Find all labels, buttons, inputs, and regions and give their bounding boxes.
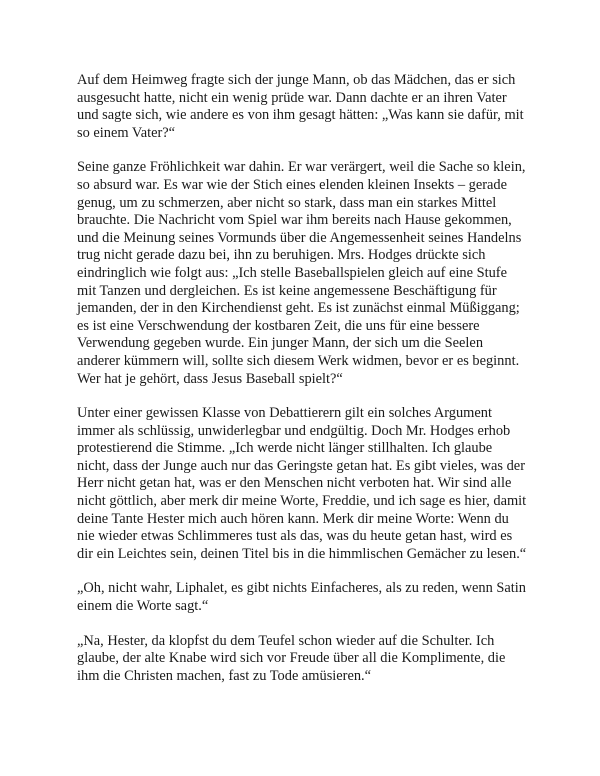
paragraph-2: Seine ganze Fröhlichkeit war dahin. Er war verärgert, weil die Sache so klein, so absurd war. Es war wie der Stich eines elenden kleinen Insekts – gerade genug, um zu schmerzen, aber nicht so stark, dass man ein starkes Mittel brauchte. Die Nachricht vom Spiel war ihm bereits nach Hause gekommen, und die Meinung seines Vormunds über die Angemessenheit seines Handelns trug nicht gerade dazu bei, ihn zu beruhigen. Mrs. Hodges drückte sich eindringlich wie folgt aus: „Ich stelle Baseballspielen gleich auf eine Stufe mit Tanzen und dergleichen. Es ist keine angemessene Beschäftigung für jemanden, der in den Kirchendienst geht. Es ist zunächst einmal Müßiggang; es ist eine Verschwendung der kostbaren Zeit, die uns für eine bessere Verwendung gegeben wurde. Ein junger Mann, der sich um die Seelen anderer kümmern will, sollte sich diesem Werk widmen, bevor er es beginnt. Wer hat je gehört, dass Jesus Baseball spielt?“ bbox=[77, 159, 526, 387]
paragraph-3: Unter einer gewissen Klasse von Debattierern gilt ein solches Argument immer als schlüssig, unwiderlegbar und endgültig. Doch Mr. Hodges erhob protestierend die Stimme. „Ich werde nicht länger stillhalten. Ich glaube nicht, dass der Junge auch nur das Geringste getan hat. Es gibt vieles, was der Herr nicht getan hat, was er den Menschen nicht verboten hat. Wir sind alle nicht göttlich, aber merk dir meine Worte, Freddie, und ich sage es hier, damit deine Tante Hester mich auch hören kann. Merk dir meine Worte: Wenn du nie wieder etwas Schlimmeres tust als das, was du heute getan hast, wird es dir ein Leichtes sein, deinen Titel bis in die himmlischen Gemächer zu lesen.“ bbox=[77, 405, 527, 562]
paragraph-4: „Oh, nicht wahr, Liphalet, es gibt nichts Einfacheres, als zu reden, wenn Satin einem die Worte sagt.“ bbox=[77, 580, 526, 615]
paragraph-5: „Na, Hester, da klopfst du dem Teufel schon wieder auf die Schulter. Ich glaube, der alte Knabe wird sich vor Freude über all die Komplimente, die ihm die Christen machen, fast zu Tode amüsieren.“ bbox=[77, 632, 506, 684]
paragraph-1: Auf dem Heimweg fragte sich der junge Mann, ob das Mädchen, das er sich ausgesucht hatte, nicht ein wenig prüde war. Dann dachte er an ihren Vater und sagte sich, wie andere es von ihm gesagt hätten: „Was kann sie dafür, mit so einem Vater?“ bbox=[77, 72, 524, 141]
body-text bbox=[77, 72, 527, 702]
